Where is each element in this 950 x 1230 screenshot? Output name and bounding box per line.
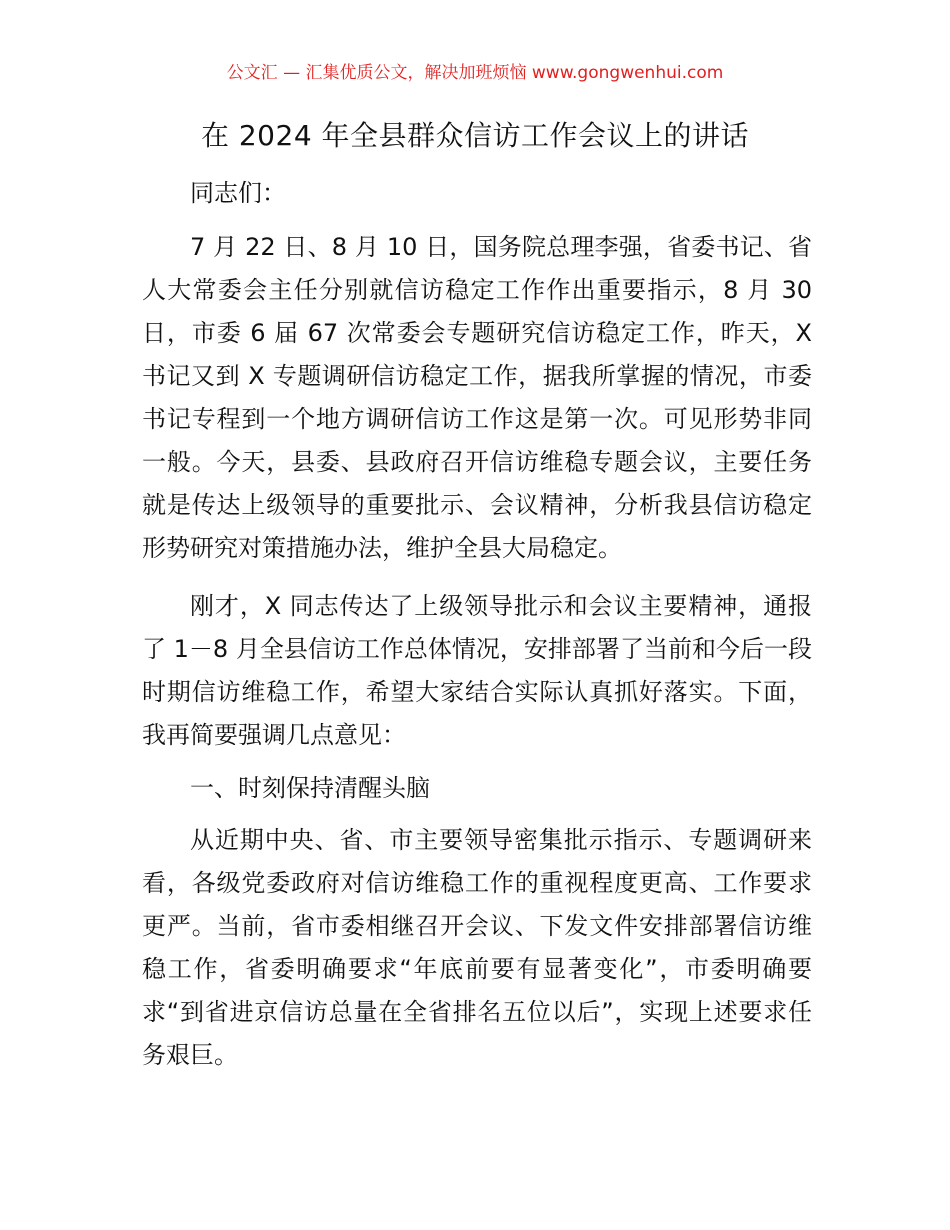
paragraph-1: 7 月 22 日、8 月 10 日，国务院总理李强，省委书记、省人大常委会主任分别就信访稳定工作作出重要指示，8 月 30 日，市委 6 届 67 次常委会专题研究信访稳定工作，昨天，X 书记又到 X 专题调研信访稳定工作，据我所掌握的情况，市委书记专程到一个地方调研信访工作这是第一次。可见形势非同一般。今天，县委、县政府召开信访维稳专题会议，主要任务就是传达上级领导的重要批示、会议精神，分析我县信访稳定形势研究对策措施办法，维护全县大局稳定。 bbox=[142, 233, 812, 562]
page-title: 在 2024 年全县群众信访工作会议上的讲话 bbox=[200, 119, 750, 152]
paragraph-2: 刚才，X 同志传达了上级领导批示和会议主要精神，通报了 1－8 月全县信访工作总体情况，安排部署了当前和今后一段时期信访维稳工作，希望大家结合实际认真抓好落实。下面，我再简要强调几点意见： bbox=[142, 592, 812, 749]
section-heading-1: 一、时刻保持清醒头脑 bbox=[190, 774, 430, 802]
header-banner[interactable]: 公文汇 — 汇集优质公文，解决加班烦恼 www.gongwenhui.com bbox=[226, 63, 724, 83]
salutation: 同志们： bbox=[190, 179, 286, 207]
paragraph-3: 从近期中央、省、市主要领导密集批示指示、专题调研来看，各级党委政府对信访维稳工作的重视程度更高、工作要求更严。当前，省市委相继召开会议、下发文件安排部署信访维稳工作，省委明确要求“年底前要有显著变化”，市委明确要求“到省进京信访总量在全省排名五位以后”，实现上述要求任务艰巨。 bbox=[142, 826, 812, 1069]
